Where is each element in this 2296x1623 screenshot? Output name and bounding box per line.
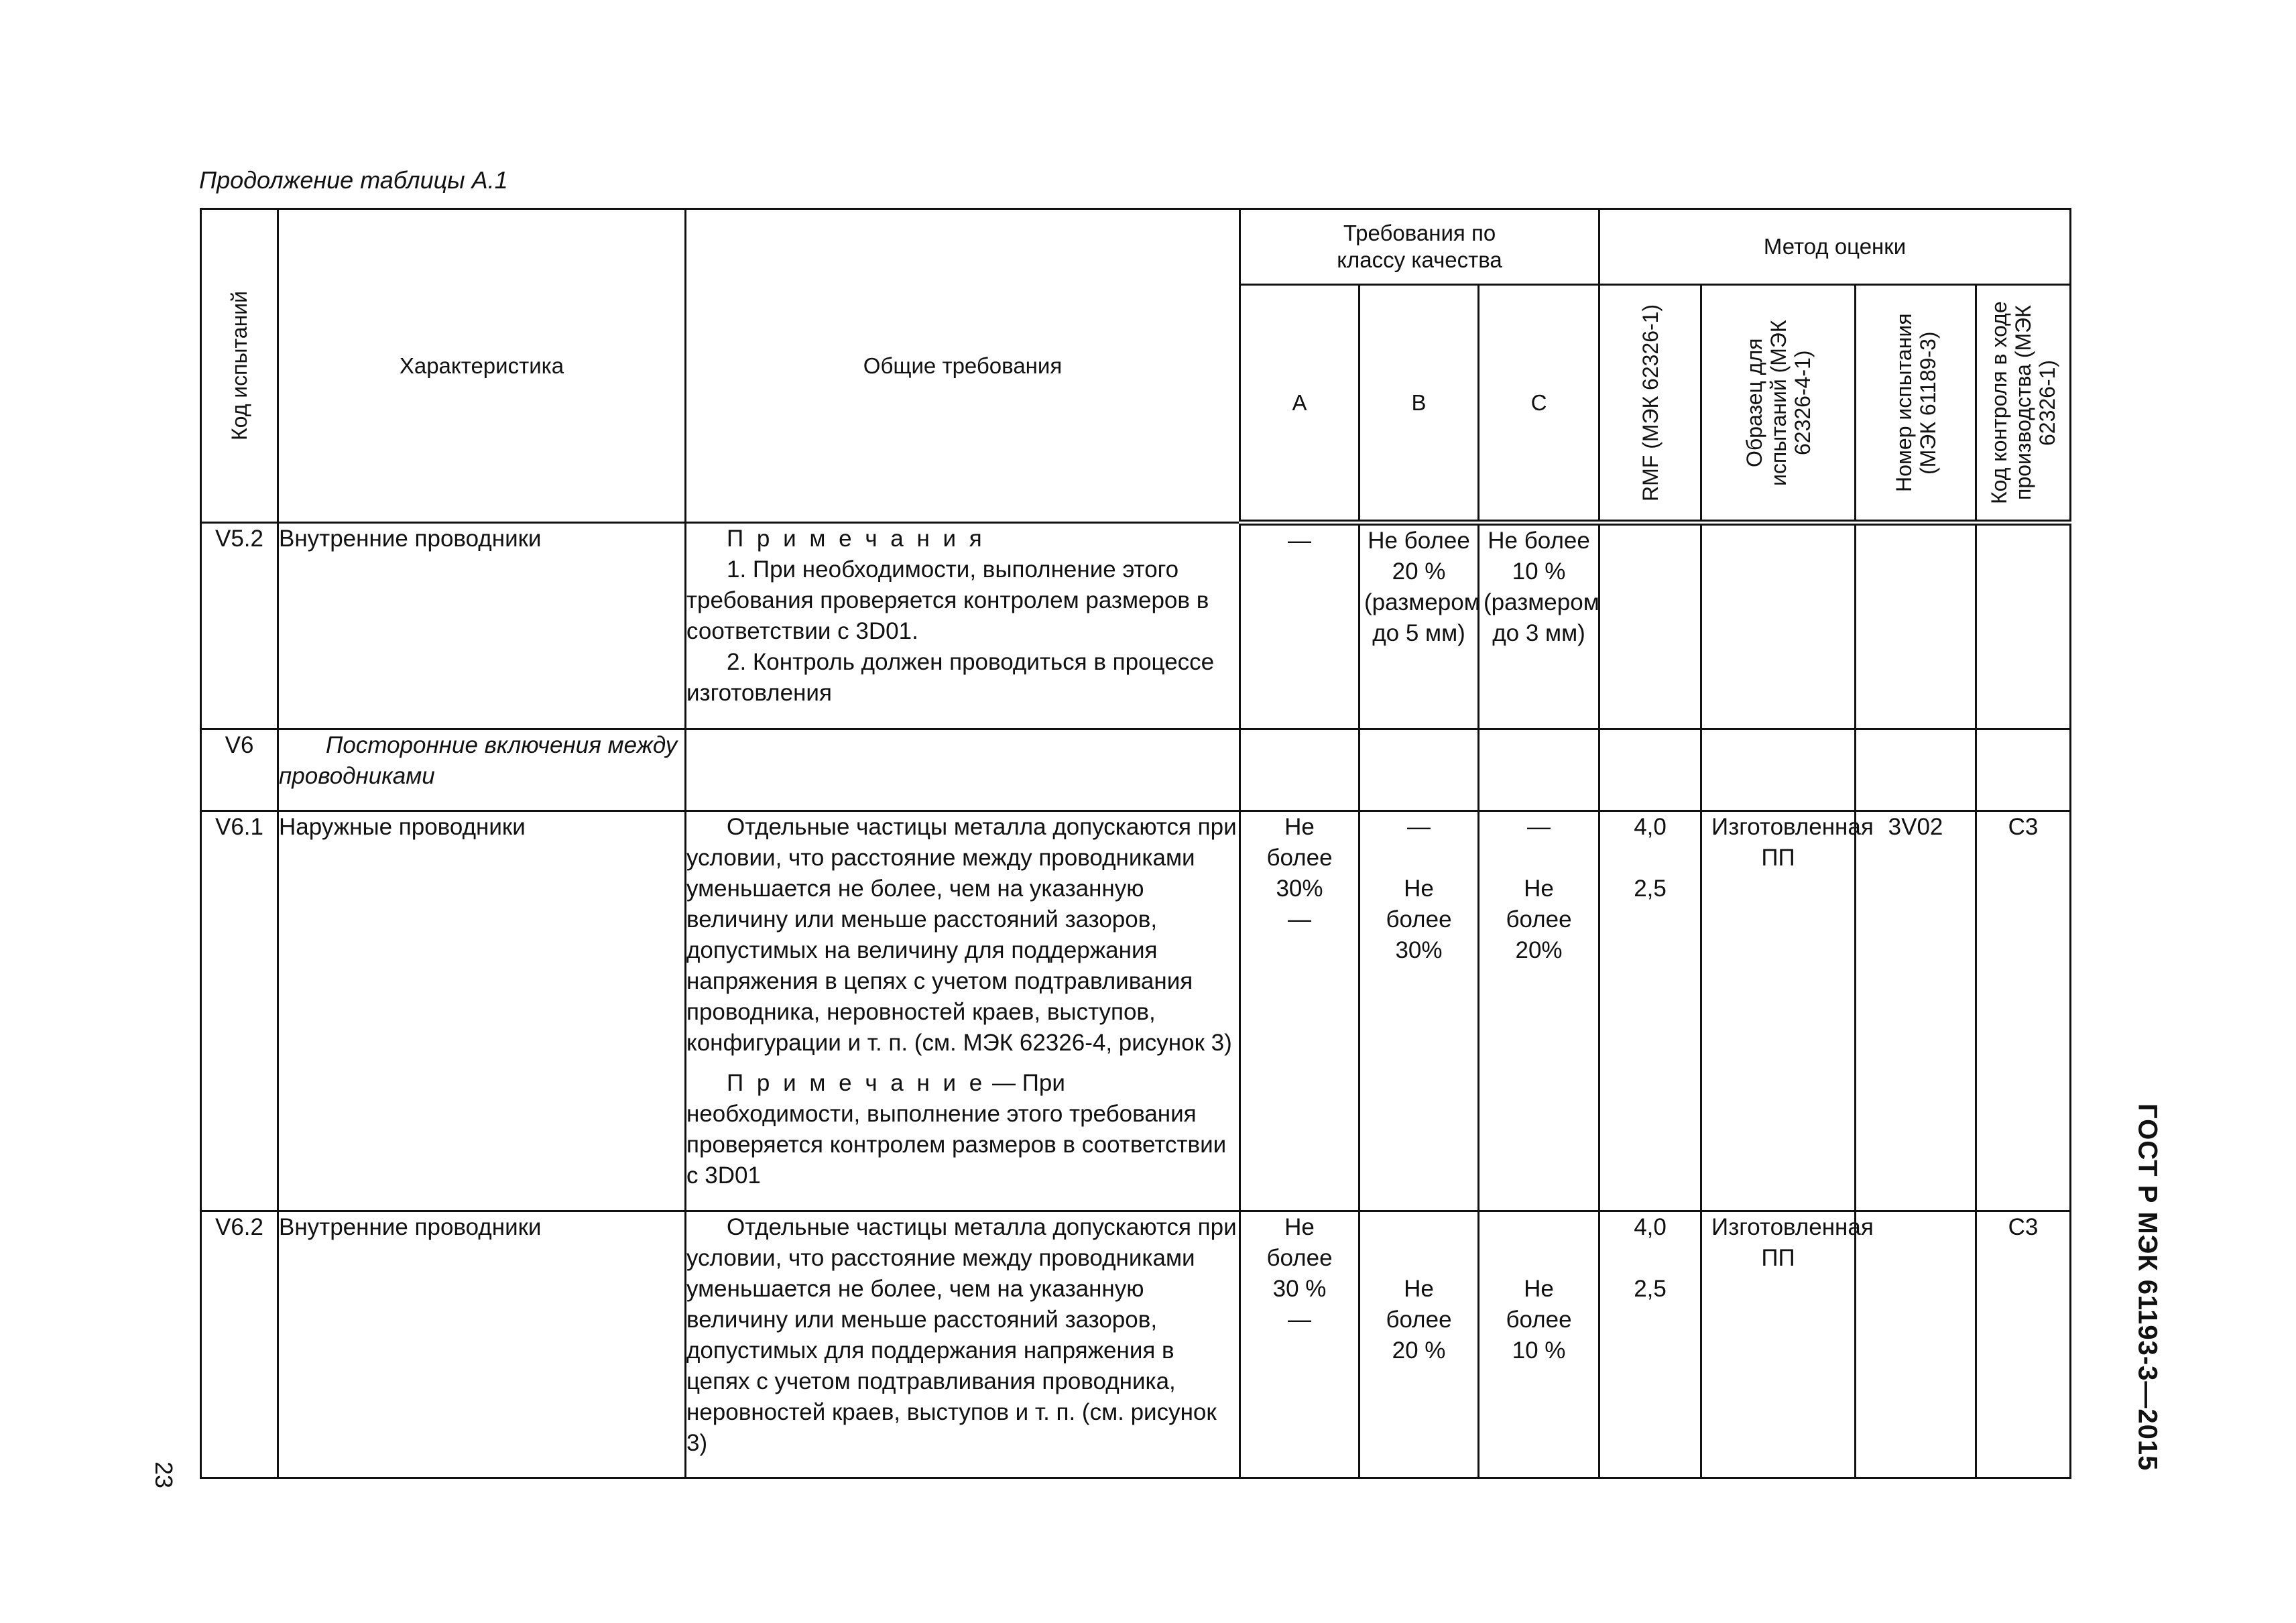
class-b-value: Не более 20 % (размером до 5 мм) <box>1360 523 1479 729</box>
header-quality-group: Требования по классу качества <box>1240 209 1599 285</box>
note-item: 1. При необходимости, выполнение этого требования проверяется контролем размеров в соответствии с 3D01. <box>686 556 1209 644</box>
row-characteristic: Внутренние проводники <box>278 1211 686 1478</box>
header-rmf: RMF (МЭК 62326-1) <box>1599 285 1701 523</box>
header-code: Код испытаний <box>201 209 278 523</box>
row-characteristic: Внутренние проводники <box>278 523 686 729</box>
test-number-value: 3V02 <box>1856 811 1976 1211</box>
header-class-c: C <box>1479 285 1599 523</box>
row-characteristic: Посторонние включения между проводниками <box>278 729 686 811</box>
row-requirements <box>686 1211 1240 1478</box>
class-b-value: — Не более 30% <box>1360 811 1479 1211</box>
control-code-value: C3 <box>1976 811 2071 1211</box>
requirement-text: Отдельные частицы металла допускаются при условии, что расстояние между проводниками уменьшается не более, чем на указанную величину или меньше расстояний зазоров, допустимых на величину для поддержания напряжения в цепях с учетом подтравливания проводника, неровностей краев, выступов, конфигурации и т. п. (см. МЭК 62326-4, рисунок 3) <box>686 814 1237 1056</box>
note <box>686 1068 1239 1191</box>
class-a-value: Не более 30 % — <box>1240 1211 1360 1478</box>
rmf-value: 4,0 2,5 <box>1599 1211 1701 1478</box>
class-a-value: — <box>1240 523 1360 729</box>
header-control-code: Код контроля в ходе производства (МЭК 62326-1) <box>1976 285 2071 523</box>
row-requirements <box>686 811 1240 1211</box>
header-general: Общие требования <box>686 209 1240 523</box>
row-requirements <box>686 523 1240 729</box>
row-code: V5.2 <box>201 523 278 729</box>
header-class-b: B <box>1360 285 1479 523</box>
header-class-a: A <box>1240 285 1360 523</box>
note-label: П р и м е ч а н и е <box>727 1070 986 1096</box>
control-code-value: C3 <box>1976 1211 2071 1478</box>
header-sample: Образец для испытаний (МЭК 62326-4-1) <box>1701 285 1856 523</box>
requirement-text: Отдельные частицы металла допускаются при условии, что расстояние между проводниками уменьшается не более, чем на указанную величину или меньше расстояний зазоров, допустимых для поддержания напряжения в цепях с учетом подтравливания проводника, неровностей краев, выступов и т. п. (см. рисунок 3) <box>686 1214 1237 1456</box>
table-row <box>201 729 2071 811</box>
table-row <box>201 811 2071 1211</box>
table-row <box>201 523 2071 729</box>
header-test-number: Номер испытания (МЭК 61189-3) <box>1856 285 1976 523</box>
class-c-value: Не более 10 % <box>1479 1211 1599 1478</box>
sample-value <box>1701 523 1856 729</box>
note-item: 2. Контроль должен проводиться в процессе изготовления <box>686 649 1215 706</box>
test-number-value <box>1856 523 1976 729</box>
sample-value: Изготовленная ПП <box>1701 811 1856 1211</box>
row-code: V6.2 <box>201 1211 278 1478</box>
rmf-value: 4,0 2,5 <box>1599 811 1701 1211</box>
note-title: П р и м е ч а н и я <box>727 526 985 552</box>
test-number-value <box>1856 1211 1976 1478</box>
page-number: 23 <box>150 1461 178 1489</box>
class-b-value: Не более 20 % <box>1360 1211 1479 1478</box>
sample-value: Изготовленная ПП <box>1701 1211 1856 1478</box>
table-row <box>201 1211 2071 1478</box>
control-code-value <box>1976 523 2071 729</box>
row-code: V6 <box>201 729 278 811</box>
class-c-value: Не более 10 % (размером до 3 мм) <box>1479 523 1599 729</box>
document-side-title: ГОСТ Р МЭК 61193-3—2015 <box>2132 1103 2163 1471</box>
class-a-value: Не более 30% — <box>1240 811 1360 1211</box>
header-method-group: Метод оценки <box>1599 209 2071 285</box>
requirements-table <box>200 208 2071 1479</box>
row-code: V6.1 <box>201 811 278 1211</box>
header-characteristic: Характеристика <box>278 209 686 523</box>
table-caption: Продолжение таблицы А.1 <box>199 166 508 194</box>
rmf-value <box>1599 523 1701 729</box>
class-c-value: — Не более 20% <box>1479 811 1599 1211</box>
note-text: — При необходимости, выполнение этого требования проверяется контролем размеров в соответствии с 3D01 <box>686 1070 1227 1189</box>
row-characteristic: Наружные проводники <box>278 811 686 1211</box>
